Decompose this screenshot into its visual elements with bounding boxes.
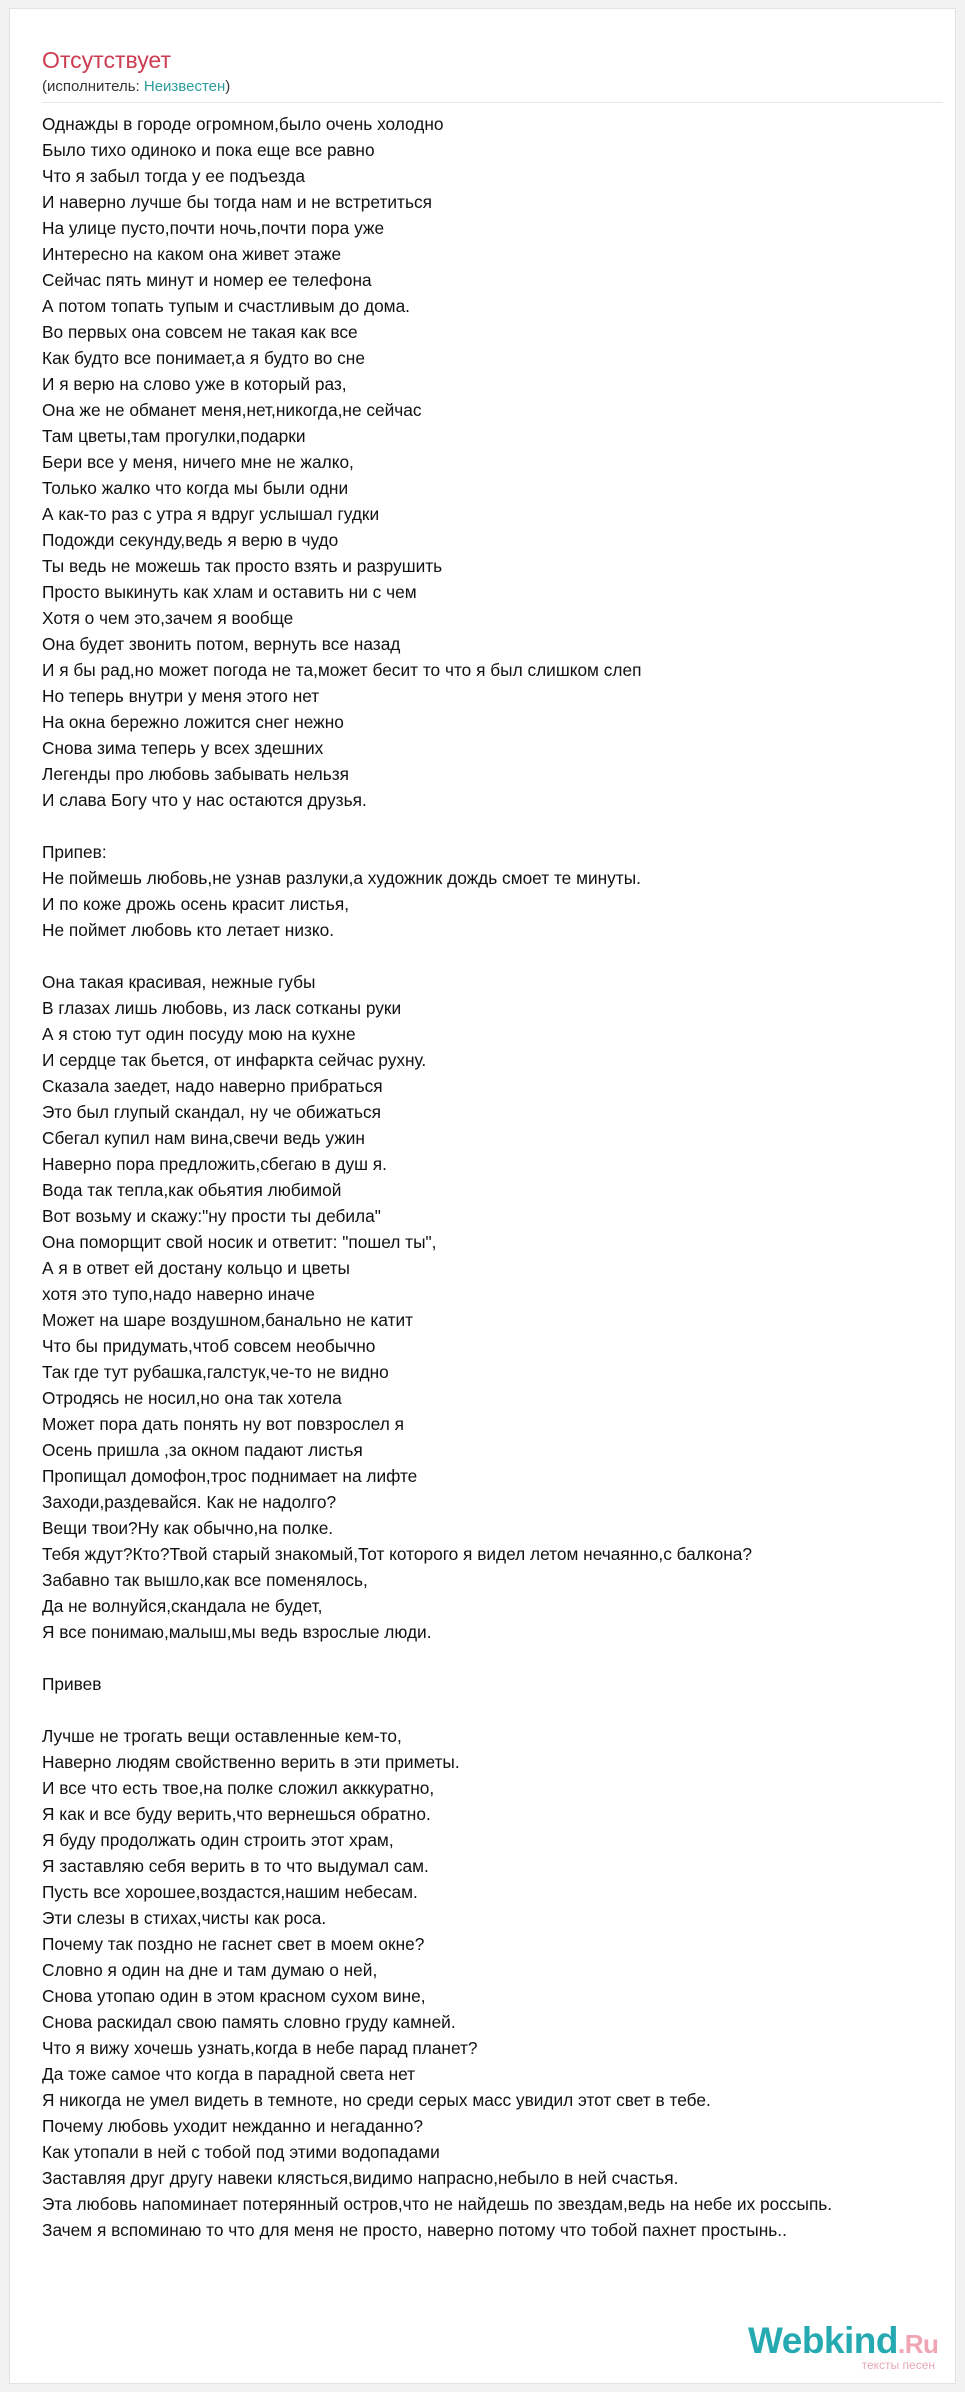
lyrics-line: Заходи,раздевайся. Как не надолго? bbox=[42, 1492, 337, 1512]
lyrics-line: Хотя о чем это,зачем я вообще bbox=[42, 608, 294, 628]
lyrics-line: Как утопали в ней с тобой под этими водопадами bbox=[42, 2142, 440, 2162]
lyrics-line: Она такая красивая, нежные губы bbox=[42, 972, 316, 992]
lyrics-line: Подожди секунду,ведь я верю в чудо bbox=[42, 530, 339, 550]
lyrics-blank-line bbox=[42, 943, 965, 969]
lyrics-line: И сердце так бьется, от инфаркта сейчас рухну. bbox=[42, 1050, 427, 1070]
lyrics-line: Я как и все буду верить,что вернешься обратно. bbox=[42, 1804, 431, 1824]
lyrics-line: И все что есть твое,на полке сложил акккуратно, bbox=[42, 1778, 435, 1798]
logo-tagline: тексты песен bbox=[861, 2358, 935, 2372]
lyrics-line: Так где тут рубашка,галстук,че-то не видно bbox=[42, 1362, 389, 1382]
lyrics-line: хотя это тупо,надо наверно иначе bbox=[42, 1284, 315, 1304]
artist-prefix: (исполнитель: bbox=[42, 78, 144, 95]
lyrics-line: Что бы придумать,чтоб совсем необычно bbox=[42, 1336, 376, 1356]
artist-line bbox=[42, 78, 230, 96]
lyrics-line: Вода так тепла,как обьятия любимой bbox=[42, 1180, 342, 1200]
lyrics-line: Может пора дать понять ну вот повзрослел я bbox=[42, 1414, 404, 1434]
lyrics-line: Тебя ждут?Кто?Твой старый знакомый,Тот которого я видел летом нечаянно,с балкона? bbox=[42, 1544, 752, 1564]
lyrics-line: Вот возьму и скажу:"ну прости ты дебила" bbox=[42, 1206, 381, 1226]
lyrics-line: Что я вижу хочешь узнать,когда в небе парад планет? bbox=[42, 2038, 478, 2058]
lyrics-line: Эти слезы в стихах,чисты как роса. bbox=[42, 1908, 327, 1928]
lyrics-line: Но теперь внутри у меня этого нет bbox=[42, 686, 320, 706]
artist-link[interactable]: Неизвестен bbox=[143, 78, 226, 95]
lyrics-line: Сбегал купил нам вина,свечи ведь ужин bbox=[42, 1128, 365, 1148]
lyrics-line: Она же не обманет меня,нет,никогда,не сейчас bbox=[42, 400, 422, 420]
lyrics-line: А я стою тут один посуду мою на кухне bbox=[42, 1024, 356, 1044]
lyrics-line: Эта любовь напоминает потерянный остров,что не найдешь по звездам,ведь на небе их россыпь. bbox=[42, 2194, 833, 2214]
lyrics-line: А потом топать тупым и счастливым до дома. bbox=[42, 296, 410, 316]
lyrics-line: Вещи твои?Ну как обычно,на полке. bbox=[42, 1518, 334, 1538]
lyrics-line: Может на шаре воздушном,банально не катит bbox=[42, 1310, 414, 1330]
logo-brand: Webkind bbox=[748, 2320, 898, 2361]
lyrics-line: И я верю на слово уже в который раз, bbox=[42, 374, 347, 394]
lyrics-line: Пропищал домофон,трос поднимает на лифте bbox=[42, 1466, 418, 1486]
lyrics-line: Бери все у меня, ничего мне не жалко, bbox=[42, 452, 354, 472]
title-divider bbox=[42, 102, 943, 103]
lyrics-line: Снова утопаю один в этом красном сухом вине, bbox=[42, 1986, 426, 2006]
lyrics-line: В глазах лишь любовь, из ласк сотканы руки bbox=[42, 998, 402, 1018]
lyrics-line: Я никогда не умел видеть в темноте, но среди серых масс увидил этот свет в тебе. bbox=[42, 2090, 711, 2110]
lyrics-line: Привев bbox=[42, 1674, 102, 1694]
lyrics-text bbox=[42, 111, 965, 2243]
lyrics-line: Что я забыл тогда у ее подъезда bbox=[42, 166, 305, 186]
lyrics-line: И слава Богу что у нас остаются друзья. bbox=[42, 790, 367, 810]
lyrics-line: Пусть все хорошее,воздастся,нашим небесам. bbox=[42, 1882, 418, 1902]
artist-suffix: ) bbox=[225, 78, 231, 95]
logo-tld: .Ru bbox=[898, 2329, 939, 2359]
lyrics-line: Во первых она совсем не такая как все bbox=[42, 322, 358, 342]
lyrics-line: Было тихо одиноко и пока еще все равно bbox=[42, 140, 375, 160]
lyrics-line: И по коже дрожь осень красит листья, bbox=[42, 894, 350, 914]
lyrics-line: Снова раскидал свою память словно груду камней. bbox=[42, 2012, 456, 2032]
lyrics-line: Она будет звонить потом, вернуть все назад bbox=[42, 634, 401, 654]
lyrics-line: Только жалко что когда мы были одни bbox=[42, 478, 349, 498]
lyrics-line: Почему так поздно не гаснет свет в моем окне? bbox=[42, 1934, 425, 1954]
lyrics-line: Ты ведь не можешь так просто взять и разрушить bbox=[42, 556, 443, 576]
lyrics-line: А как-то раз с утра я вдруг услышал гудки bbox=[42, 504, 380, 524]
lyrics-line: Сказала заедет, надо наверно прибраться bbox=[42, 1076, 383, 1096]
lyrics-line: Там цветы,там прогулки,подарки bbox=[42, 426, 306, 446]
lyrics-blank-line bbox=[42, 1645, 965, 1671]
lyrics-blank-line bbox=[42, 813, 965, 839]
lyrics-line: Да тоже самое что когда в парадной света нет bbox=[42, 2064, 416, 2084]
lyrics-line: Осень пришла ,за окном падают листья bbox=[42, 1440, 363, 1460]
lyrics-line: Не поймешь любовь,не узнав разлуки,а художник дождь смоет те минуты. bbox=[42, 868, 641, 888]
lyrics-line: Припев: bbox=[42, 842, 107, 862]
lyrics-line: И я бы рад,но может погода не та,может бесит то что я был слишком слеп bbox=[42, 660, 642, 680]
site-logo[interactable] bbox=[748, 2321, 943, 2376]
lyrics-line: Интересно на каком она живет этаже bbox=[42, 244, 342, 264]
lyrics-line: Наверно людям свойственно верить в эти приметы. bbox=[42, 1752, 460, 1772]
lyrics-line: На окна бережно ложится снег нежно bbox=[42, 712, 344, 732]
page-container bbox=[9, 8, 956, 2384]
lyrics-line: Я буду продолжать один строить этот храм, bbox=[42, 1830, 394, 1850]
lyrics-line: Просто выкинуть как хлам и оставить ни с чем bbox=[42, 582, 417, 602]
lyrics-line: Отродясь не носил,но она так хотела bbox=[42, 1388, 342, 1408]
lyrics-line: На улице пусто,почти ночь,почти пора уже bbox=[42, 218, 385, 238]
lyrics-line: А я в ответ ей достану кольцо и цветы bbox=[42, 1258, 350, 1278]
lyrics-line: Снова зима теперь у всех здешних bbox=[42, 738, 324, 758]
lyrics-line: Я все понимаю,малыш,мы ведь взрослые люди. bbox=[42, 1622, 432, 1642]
lyrics-line: Да не волнуйся,скандала не будет, bbox=[42, 1596, 323, 1616]
lyrics-line: Зачем я вспоминаю то что для меня не просто, наверно потому что тобой пахнет простынь.. bbox=[42, 2220, 787, 2240]
lyrics-line: Лучше не трогать вещи оставленные кем-то, bbox=[42, 1726, 402, 1746]
lyrics-blank-line bbox=[42, 1697, 965, 1723]
lyrics-line: Я заставляю себя верить в то что выдумал сам. bbox=[42, 1856, 429, 1876]
lyrics-line: Не поймет любовь кто летает низко. bbox=[42, 920, 335, 940]
lyrics-line: Словно я один на дне и там думаю о ней, bbox=[42, 1960, 378, 1980]
lyrics-line: Заставляя друг другу навеки клясться,видимо напрасно,небыло в ней счастья. bbox=[42, 2168, 679, 2188]
lyrics-line: Наверно пора предложить,сбегаю в душ я. bbox=[42, 1154, 387, 1174]
lyrics-line: Забавно так вышло,как все поменялось, bbox=[42, 1570, 368, 1590]
lyrics-line: Легенды про любовь забывать нельзя bbox=[42, 764, 349, 784]
lyrics-line: Почему любовь уходит нежданно и негаданно? bbox=[42, 2116, 423, 2136]
lyrics-line: Как будто все понимает,а я будто во сне bbox=[42, 348, 365, 368]
lyrics-line: Она поморщит свой носик и ответит: "пошел ты", bbox=[42, 1232, 437, 1252]
lyrics-line: Однажды в городе огромном,было очень холодно bbox=[42, 114, 444, 134]
lyrics-line: Это был глупый скандал, ну че обижаться bbox=[42, 1102, 382, 1122]
lyrics-line: Сейчас пять минут и номер ее телефона bbox=[42, 270, 372, 290]
lyrics-line: И наверно лучше бы тогда нам и не встретиться bbox=[42, 192, 432, 212]
song-title: Отсутствует bbox=[42, 47, 171, 73]
